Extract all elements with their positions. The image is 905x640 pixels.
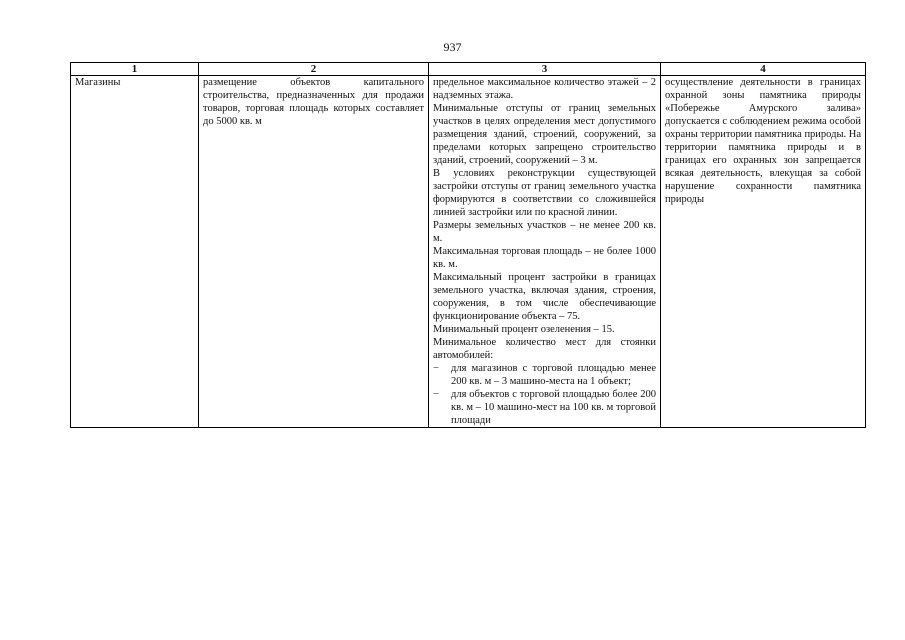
param-paragraph: Максимальный процент застройки в границах земельного участка, включая здания, строения, сооружения, в том числе обеспечивающие функционирование объекта – 75. [433,272,656,322]
param-paragraph: В условиях реконструкции существующей застройки отступы от границ земельного участка формируются в соответствии со сложившейся линией застройки или по красной линии. [433,168,656,218]
list-item [433,388,656,427]
cell-use-description: размещение объектов капитального строительства, предназначенных для продажи товаров, торговая площадь которых составляет до 5000 кв. м [199,76,429,428]
list-item-text: для магазинов с торговой площадью менее 200 кв. м – 3 машино-места на 1 объект; [451,363,656,387]
table-row [71,76,866,428]
cell-use-type: Магазины [71,76,199,428]
regulations-table [70,62,866,428]
param-paragraph: предельное максимальное количество этажей – 2 надземных этажа. [433,77,656,101]
header-col-3: 3 [429,63,661,76]
param-paragraph: Минимальный процент озеленения – 15. [433,324,615,335]
param-paragraph: Размеры земельных участков – не менее 200 кв. м. [433,220,656,244]
cell-restrictions: осуществление деятельности в границах охранной зоны памятника природы «Побережье Амурского залива» допускается с соблюдением режима особой охраны территории памятника природы. На территории памятника природы и в границах его охранных зон запрещается всякая деятельность, влекущая за собой нарушение сохранности памятника природы [661,76,866,428]
list-item [433,362,656,388]
cell-parameters [429,76,661,428]
header-col-1: 1 [71,63,199,76]
header-col-2: 2 [199,63,429,76]
dash-bullet: − [433,363,439,374]
list-item-text: для объектов с торговой площадью более 200 кв. м – 10 машино-мест на 100 кв. м торговой площади [451,389,656,426]
param-paragraph: Минимальное количество мест для стоянки автомобилей: [433,337,656,361]
page-number: 937 [443,40,462,54]
dash-bullet: − [433,389,439,400]
param-paragraph: Минимальные отступы от границ земельных участков в целях определения мест допустимого размещения зданий, строений, сооружений, за пределами которых запрещено строительство зданий, строений, сооружений – 3 м. [433,103,656,166]
table-header-row [71,63,866,76]
param-paragraph: Максимальная торговая площадь – не более 1000 кв. м. [433,246,656,270]
header-col-4: 4 [661,63,866,76]
